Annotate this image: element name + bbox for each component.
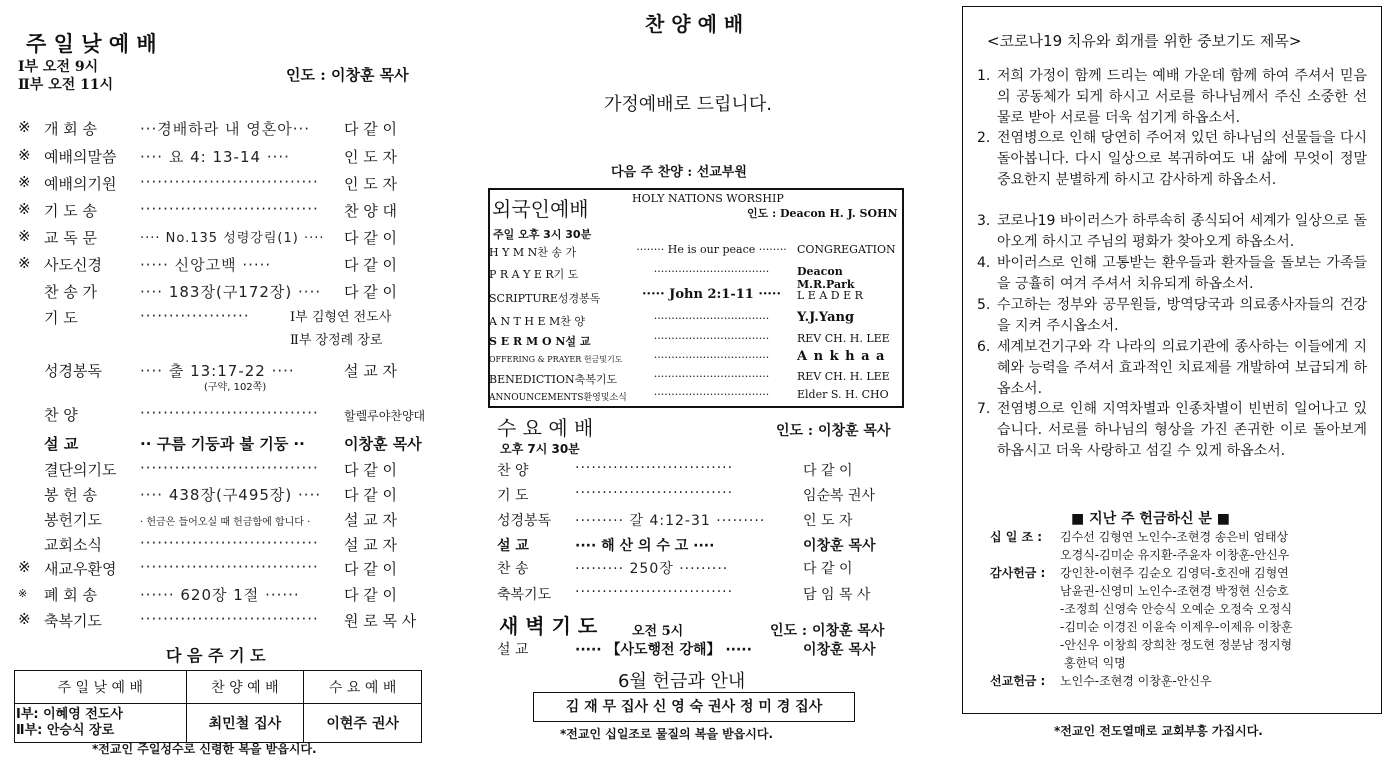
wednesday-time: 오후 7시 30분 — [500, 442, 580, 456]
item-name: 예배의말씀 — [44, 148, 117, 166]
order-row — [18, 509, 422, 531]
wednesday-row — [497, 485, 889, 507]
item-detail: ······ 620장 1절 ······ — [140, 586, 300, 604]
item-name: 축복기도 — [497, 587, 552, 603]
item-person: 인 도 자 — [344, 148, 398, 166]
item-detail: ······························· — [140, 200, 319, 218]
offering-title: ■ 지난 주 헌금하신 분 ■ — [1071, 511, 1231, 527]
service-time-1: Ⅰ부 오전 9시 — [18, 59, 99, 75]
item-person: 다 같 이 — [344, 256, 398, 274]
item-name: 찬 양 — [44, 406, 78, 424]
order-row — [18, 118, 422, 140]
item-name: 설 교 — [497, 538, 529, 554]
foreign-service-title: 외국인예배 — [492, 197, 589, 221]
order-row — [18, 433, 422, 455]
item-detail: ···· 183장(구172장) ···· — [140, 283, 322, 301]
thanks-label: 감사헌금 : — [990, 566, 1046, 580]
order-row — [18, 200, 422, 222]
dawn-row — [497, 639, 889, 661]
item-detail: ······························· — [140, 173, 319, 191]
tithe-line-2: 오경식-김미순 유지환-주윤자 이창훈-안신우 — [1060, 548, 1290, 562]
prayer-item — [977, 337, 1369, 400]
item-name: 사도신경 — [44, 256, 102, 274]
item-detail: ····························· — [575, 460, 734, 476]
wednesday-row — [497, 584, 889, 606]
prayer-topics-title: <코로나19 치유와 회개를 위한 중보기도 제목> — [987, 32, 1302, 50]
item-detail: ···경배하라 내 영혼아··· — [140, 120, 311, 138]
mark: ※ — [18, 227, 31, 245]
item-name: 기 도 송 — [44, 202, 98, 220]
item-number: 7. — [977, 401, 991, 417]
item-person: L E A D E R — [797, 289, 863, 302]
order-row — [18, 484, 422, 506]
foreign-row — [489, 387, 899, 407]
tithe-label: 십 일 조 : — [990, 530, 1043, 544]
item-person: 담 임 목 사 — [803, 587, 871, 603]
mark: ※ — [18, 254, 31, 272]
foreign-row — [489, 264, 899, 291]
order-row — [18, 584, 422, 606]
item-person: Elder S. H. CHO — [797, 388, 889, 401]
item-detail: ······························· — [140, 459, 319, 477]
next-header-praise: 찬 양 예 배 — [186, 671, 304, 704]
order-row — [18, 254, 422, 276]
item-name: 폐 회 송 — [44, 586, 98, 604]
service-time-2: Ⅱ부 오전 11시 — [18, 77, 114, 93]
item-name: SCRIPTURE성경봉독 — [489, 292, 601, 305]
item-detail: ································· — [653, 351, 770, 364]
foreign-row — [489, 311, 899, 331]
item-name: 교 독 문 — [44, 229, 98, 247]
item-person: 인 도 자 — [344, 175, 398, 193]
order-row — [18, 534, 422, 556]
item-person: 설 교 자 — [344, 511, 398, 529]
june-offering-box: 김 재 무 집사 신 영 숙 권사 정 미 경 집사 — [533, 692, 855, 722]
thanks-line-6: 홍한덕 익명 — [1064, 656, 1126, 670]
item-name: 새교우환영 — [44, 560, 117, 578]
item-text: 바이러스로 인해 고통받는 환우들과 환자들을 돌보는 가족들을 긍휼히 여겨 주셔서 치유되게 하옵소서. — [997, 255, 1367, 292]
order-row — [18, 173, 422, 195]
item-person: CONGREGATION — [797, 243, 896, 256]
order-row — [18, 146, 422, 168]
wednesday-leader: 인도 : 이창훈 목사 — [776, 423, 891, 439]
item-detail: ···· 출 13:17-22 ···· — [140, 362, 295, 380]
order-row — [18, 281, 422, 303]
foreign-row — [489, 288, 899, 308]
home-worship-note: 가정예배로 드립니다. — [604, 94, 772, 115]
mark: ※ — [18, 173, 31, 191]
reading-subnote: (구약, 102쪽) — [204, 382, 267, 393]
prayer-2: Ⅱ부 장정례 장로 — [290, 333, 383, 348]
wednesday-row — [497, 460, 889, 482]
order-row — [18, 404, 426, 426]
item-name: H Y M N찬 송 가 — [489, 246, 577, 259]
prayer-item — [977, 66, 1369, 129]
mark: ※ — [18, 587, 28, 600]
item-name: 찬 송 — [497, 561, 529, 577]
item-number: 3. — [977, 213, 991, 229]
item-text: 저희 가정이 함께 드리는 예배 가운데 함께 하여 주셔서 믿음의 공동체가 되게 하시고 서로를 하나님께서 주신 소중한 선물로 받아 서로를 더욱 섬기게 하옵소서. — [997, 68, 1367, 126]
item-person: 다 같 이 — [344, 586, 398, 604]
dawn-time: 오전 5시 — [632, 624, 684, 639]
item-detail: ··················· — [140, 307, 250, 325]
item-name: 결단의기도 — [44, 461, 117, 479]
item-person: 원 로 목 사 — [344, 612, 417, 630]
item-detail: ································· — [653, 332, 770, 345]
item-name: OFFERING & PRAYER 헌금및기도 — [489, 355, 623, 364]
sunday-leader: 인도 : 이창훈 목사 — [286, 66, 409, 84]
item-detail: ····························· — [575, 584, 734, 600]
foreign-row — [489, 369, 899, 389]
thanks-line-4: -김미순 이경진 이윤숙 이제우-이제유 이창훈 — [1060, 620, 1293, 634]
mark: ※ — [18, 146, 31, 164]
item-name: 찬 송 가 — [44, 283, 98, 301]
mission-label: 선교헌금 : — [990, 674, 1046, 688]
prayer-item — [977, 253, 1369, 295]
june-offering-title: 6월 헌금과 안내 — [618, 671, 746, 692]
item-text: 세계보건기구와 각 나라의 의료기관에 종사하는 이들에게 지혜와 능력을 주셔서 효과적인 치료제를 개발하여 보급되게 하옵소서. — [997, 339, 1367, 397]
foreign-service-en: HOLY NATIONS WORSHIP — [632, 192, 784, 205]
item-text: 수고하는 정부와 공무원들, 방역당국과 의료종사자들의 건강을 지켜 주시옵소서. — [997, 297, 1367, 334]
item-detail: ···· 438장(구495장) ···· — [140, 486, 322, 504]
item-detail: · 헌금은 들어오실 때 헌금함에 합니다 · — [140, 517, 311, 528]
item-detail: ································· — [653, 265, 770, 278]
order-row — [18, 459, 422, 481]
item-name: S E R M O N설 교 — [489, 335, 591, 348]
item-person: A n k h a a — [797, 349, 886, 364]
thanks-line-2: 남윤권-신영미 노인수-조현경 박정현 신승호 — [1060, 584, 1289, 598]
item-detail: ····· 신앙고백 ····· — [140, 256, 272, 274]
item-detail: ········ He is our peace ········ — [636, 243, 787, 256]
item-name: 찬 양 — [497, 463, 529, 479]
item-person: 임순복 권사 — [803, 488, 876, 504]
item-name: BENEDICTION축복기도 — [489, 373, 618, 386]
item-name: 설 교 — [44, 435, 79, 453]
item-person: 다 같 이 — [344, 120, 398, 138]
thanks-line-1: 강인찬-이현주 김순오 김영덕-호진애 김형연 — [1060, 566, 1289, 580]
dawn-leader: 인도 : 이창훈 목사 — [770, 623, 885, 639]
item-detail: ································· — [653, 388, 770, 401]
item-name: 기 도 — [44, 309, 78, 327]
item-name: 교회소식 — [44, 536, 102, 554]
item-detail: ········· 갈 4:12-31 ········· — [575, 513, 766, 529]
item-person: 인 도 자 — [803, 513, 853, 529]
thanks-line-5: -안신우 이창희 장희찬 정도현 정분남 정지형 — [1060, 638, 1293, 652]
item-person: Y.J.Yang — [797, 310, 855, 325]
next-sunday-1: Ⅰ부: 이혜영 전도사 — [16, 707, 123, 722]
item-number: 6. — [977, 339, 991, 355]
item-detail: ······························· — [140, 404, 319, 422]
foreign-row — [489, 350, 899, 370]
mark: ※ — [18, 200, 31, 218]
item-name: ANNOUNCEMENTS환영및소식 — [489, 393, 627, 403]
item-name: 기 도 — [497, 488, 529, 504]
order-row — [18, 227, 422, 249]
item-number: 4. — [977, 255, 991, 271]
item-person: 다 같 이 — [344, 560, 398, 578]
item-person: 다 같 이 — [344, 283, 398, 301]
item-person: 다 같 이 — [344, 229, 398, 247]
item-text: 코로나19 바이러스가 하루속히 종식되어 세계가 일상으로 돌아오게 하시고 주님의 평화가 찾아오게 하옵소서. — [997, 213, 1367, 250]
item-person: 설 교 자 — [344, 362, 398, 380]
next-praise-cell: 최민철 집사 — [186, 704, 304, 743]
prayer-item — [977, 399, 1369, 483]
item-person: 설 교 자 — [344, 536, 398, 554]
item-name: A N T H E M찬 양 — [489, 315, 586, 328]
foreign-row — [489, 242, 899, 262]
next-praise: 다음 주 찬양 : 선교부원 — [611, 165, 747, 180]
order-row — [18, 558, 422, 580]
sunday-service-title: 주 일 낮 예 배 — [26, 32, 157, 56]
praise-service-title: 찬 양 예 배 — [645, 12, 744, 36]
item-person: 이창훈 목사 — [803, 538, 876, 554]
item-person: 다 같 이 — [803, 463, 853, 479]
item-detail: ···· 해 산 의 수 고 ···· — [575, 538, 715, 554]
prayer-item — [977, 295, 1369, 337]
wednesday-service-title: 수 요 예 배 — [497, 416, 594, 440]
item-detail: ······························· — [140, 610, 319, 628]
mark: ※ — [18, 610, 31, 628]
item-name: 성경봉독 — [497, 513, 552, 529]
item-detail: ···· 요 4: 13-14 ···· — [140, 148, 290, 166]
item-name: 성경봉독 — [44, 362, 102, 380]
prayer-1: Ⅰ부 김형연 전도사 — [290, 310, 392, 325]
item-number: 2. — [977, 130, 991, 146]
item-person: REV CH. H. LEE — [797, 332, 890, 345]
item-name: 봉 헌 송 — [44, 486, 98, 504]
wednesday-row — [497, 510, 889, 532]
order-row — [18, 610, 422, 632]
item-detail: ································· — [653, 312, 770, 325]
item-person: 할렐루야찬양대 — [344, 409, 426, 423]
item-number: 1. — [977, 68, 991, 84]
next-wednesday-cell: 이현주 권사 — [304, 704, 422, 743]
tithe-line-1: 김수선 김형연 노인수-조현경 송은비 엄태상 — [1060, 530, 1289, 544]
mission-line-1: 노인수-조현경 이창훈-안신우 — [1060, 674, 1212, 688]
item-name: 예배의기원 — [44, 175, 117, 193]
item-text: 전염병으로 인해 지역차별과 인종차별이 빈번히 일어나고 있습니다. 서로를 하나님의 형상을 가진 존귀한 이로 돌아보게 하옵시고 더욱 사랑하고 섬길 수 있게 하옵소서. — [997, 401, 1367, 459]
item-name: 설 교 — [497, 642, 529, 658]
item-person: 찬 양 대 — [344, 202, 398, 220]
right-footer: *전교인 전도열매로 교회부흥 가집시다. — [1054, 724, 1263, 738]
foreign-time: 주일 오후 3시 30분 — [493, 228, 592, 241]
prayer-item — [977, 211, 1369, 253]
wednesday-row — [497, 535, 889, 557]
mark: ※ — [18, 118, 31, 136]
item-detail: ····· John 2:1-11 ····· — [642, 287, 781, 302]
prayer-item — [977, 128, 1369, 212]
item-person: Deacon M.R.Park — [797, 265, 855, 291]
item-person: 다 같 이 — [803, 561, 853, 577]
thanks-line-3: -조정희 신영숙 안승식 오예순 오정숙 오정식 — [1060, 602, 1293, 616]
next-prayer-table — [14, 670, 422, 743]
item-person: 다 같 이 — [344, 461, 398, 479]
item-person: 이창훈 목사 — [344, 435, 422, 453]
item-detail: ····· 【사도행전 강해】 ····· — [575, 642, 752, 658]
item-name: P R A Y E R기 도 — [489, 268, 579, 281]
dawn-prayer-title: 새 벽 기 도 — [499, 614, 598, 638]
item-detail: ·· 구름 기둥과 불 기둥 ·· — [140, 435, 305, 453]
item-detail: ····························· — [575, 485, 734, 501]
next-sunday-2: Ⅱ부: 안승식 장로 — [16, 723, 115, 738]
item-detail: ······························· — [140, 558, 319, 576]
item-name: 축복기도 — [44, 612, 102, 630]
item-detail: ···· No.135 성령강림(1) ···· — [140, 231, 325, 246]
item-name: 봉헌기도 — [44, 511, 102, 529]
item-person: 다 같 이 — [344, 486, 398, 504]
next-header-wednesday: 수 요 예 배 — [304, 671, 422, 704]
item-detail: ······························· — [140, 534, 319, 552]
foreign-leader: 인도 : Deacon H. J. SOHN — [747, 207, 898, 220]
mark: ※ — [18, 558, 31, 576]
next-header-sunday: 주 일 낮 예 배 — [15, 671, 187, 704]
item-person: 이창훈 목사 — [803, 642, 876, 658]
item-name: 개 회 송 — [44, 120, 98, 138]
item-person: REV CH. H. LEE — [797, 370, 890, 383]
left-footer: *전교인 주일성수로 신령한 복을 받읍시다. — [92, 742, 317, 756]
wednesday-row — [497, 558, 889, 580]
next-sunday-cell — [15, 704, 187, 743]
next-prayer-title: 다 음 주 기 도 — [166, 646, 266, 665]
item-text: 전염병으로 인해 당연히 주어져 있던 하나님의 선물들을 다시 돌아봅니다. 다시 일상으로 복귀하여도 내 삶에 무엇이 정말 중요한지 분별하게 하시고 감사하게 하옵소서. — [997, 130, 1367, 188]
item-detail: ········· 250장 ········· — [575, 561, 729, 577]
mid-footer: *전교인 십일조로 물질의 복을 받읍시다. — [560, 727, 774, 741]
foreign-row — [489, 331, 899, 351]
item-detail: ································· — [653, 370, 770, 383]
item-number: 5. — [977, 297, 991, 313]
